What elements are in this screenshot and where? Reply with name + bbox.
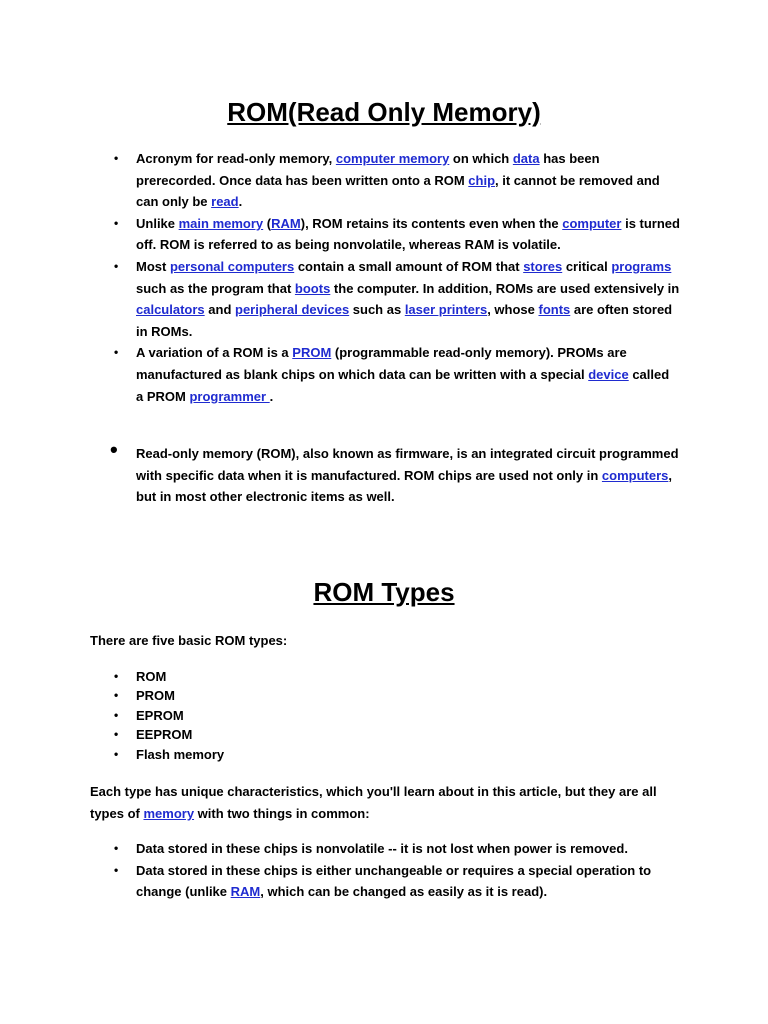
link-programmer[interactable]: programmer bbox=[189, 388, 270, 404]
link-chip[interactable]: chip bbox=[468, 172, 496, 188]
list-item: • ROM bbox=[0, 667, 680, 686]
link-computer[interactable]: computer bbox=[562, 215, 622, 231]
bullet-icon: • bbox=[114, 669, 119, 683]
list-item: • Unlike main memory (RAM), ROM retains its contents even when the computer is turned off. ROM is referred to as being nonvolatile, whereas RAM is volatile. bbox=[0, 213, 680, 256]
bullet-icon: • bbox=[114, 841, 119, 855]
bullet-icon: • bbox=[114, 345, 119, 360]
list-item: • Most personal computers contain a small amount of ROM that stores critical programs such as the program that boots the computer. In addition, ROMs are used extensively in calculators and peripheral devices such as laser printers, whose fonts are often stored in ROMs. bbox=[0, 256, 680, 342]
link-personal-computers[interactable]: personal computers bbox=[169, 258, 295, 274]
list-item: • Data stored in these chips is nonvolatile -- it is not lost when power is removed. bbox=[0, 838, 680, 860]
link-computer-memory[interactable]: computer memory bbox=[335, 151, 450, 166]
link-peripheral-devices[interactable]: peripheral devices bbox=[235, 302, 350, 318]
list-item: • A variation of a ROM is a PROM (programmable read-only memory). PROMs are manufactured as blank chips on which data can be written with a special device called a PROM programmer . bbox=[0, 342, 680, 407]
link-fonts[interactable]: fonts bbox=[538, 302, 571, 318]
bullet-icon: • bbox=[114, 746, 119, 761]
section-title-rom-types: ROM Types bbox=[313, 577, 455, 607]
bullet-icon: • bbox=[114, 707, 119, 722]
link-computers[interactable]: computers bbox=[601, 467, 669, 483]
common-traits-paragraph: Each type has unique characteristics, which you'll learn about in this article, but they are all types of memory with two things in common: bbox=[90, 784, 657, 821]
link-device[interactable]: device bbox=[588, 366, 629, 382]
common-traits-list bbox=[0, 838, 680, 903]
list-item: • PROM bbox=[0, 686, 680, 705]
list-item: • Data stored in these chips is either unchangeable or requires a special operation to change (unlike RAM, which can be changed as easily as it is read). bbox=[0, 860, 680, 903]
bullet-icon: • bbox=[114, 258, 119, 273]
list-item: • EEPROM bbox=[0, 725, 680, 744]
list-item: • Acronym for read-only memory, computer memory on which data has been prerecorded. Once data has been written onto a ROM chip, it cannot be removed and can only be read. bbox=[0, 148, 680, 213]
list-item: • EPROM bbox=[0, 706, 680, 725]
firmware-paragraph: • Read-only memory (ROM), also known as firmware, is an integrated circuit programmed with specific data when it is manufactured. ROM chips are used not only in computers, but in most other electronic items as well. bbox=[110, 437, 679, 505]
rom-facts-list bbox=[0, 148, 680, 407]
link-boots[interactable]: boots bbox=[294, 280, 331, 296]
link-ram[interactable]: RAM bbox=[271, 215, 301, 231]
page-title: ROM(Read Only Memory) bbox=[227, 97, 541, 127]
link-laser-printers[interactable]: laser printers bbox=[404, 302, 488, 318]
bullet-icon: • bbox=[114, 215, 119, 230]
link-calculators[interactable]: calculators bbox=[136, 302, 205, 318]
link-stores[interactable]: stores bbox=[523, 258, 563, 274]
link-main-memory[interactable]: main memory bbox=[178, 215, 264, 231]
bullet-icon: • bbox=[114, 727, 119, 742]
large-bullet-icon: • bbox=[110, 437, 118, 462]
link-data[interactable]: data bbox=[512, 151, 540, 166]
list-item: • Flash memory bbox=[0, 745, 680, 764]
rom-types-list bbox=[0, 667, 680, 764]
bullet-icon: • bbox=[114, 862, 119, 877]
link-read[interactable]: read bbox=[211, 194, 239, 210]
bullet-icon: • bbox=[114, 151, 119, 165]
link-programs[interactable]: programs bbox=[611, 258, 672, 274]
link-ram-2[interactable]: RAM bbox=[230, 884, 261, 900]
link-memory[interactable]: memory bbox=[143, 805, 195, 821]
link-prom[interactable]: PROM bbox=[292, 345, 332, 361]
types-intro: There are five basic ROM types: bbox=[90, 633, 288, 648]
bullet-icon: • bbox=[114, 688, 119, 703]
